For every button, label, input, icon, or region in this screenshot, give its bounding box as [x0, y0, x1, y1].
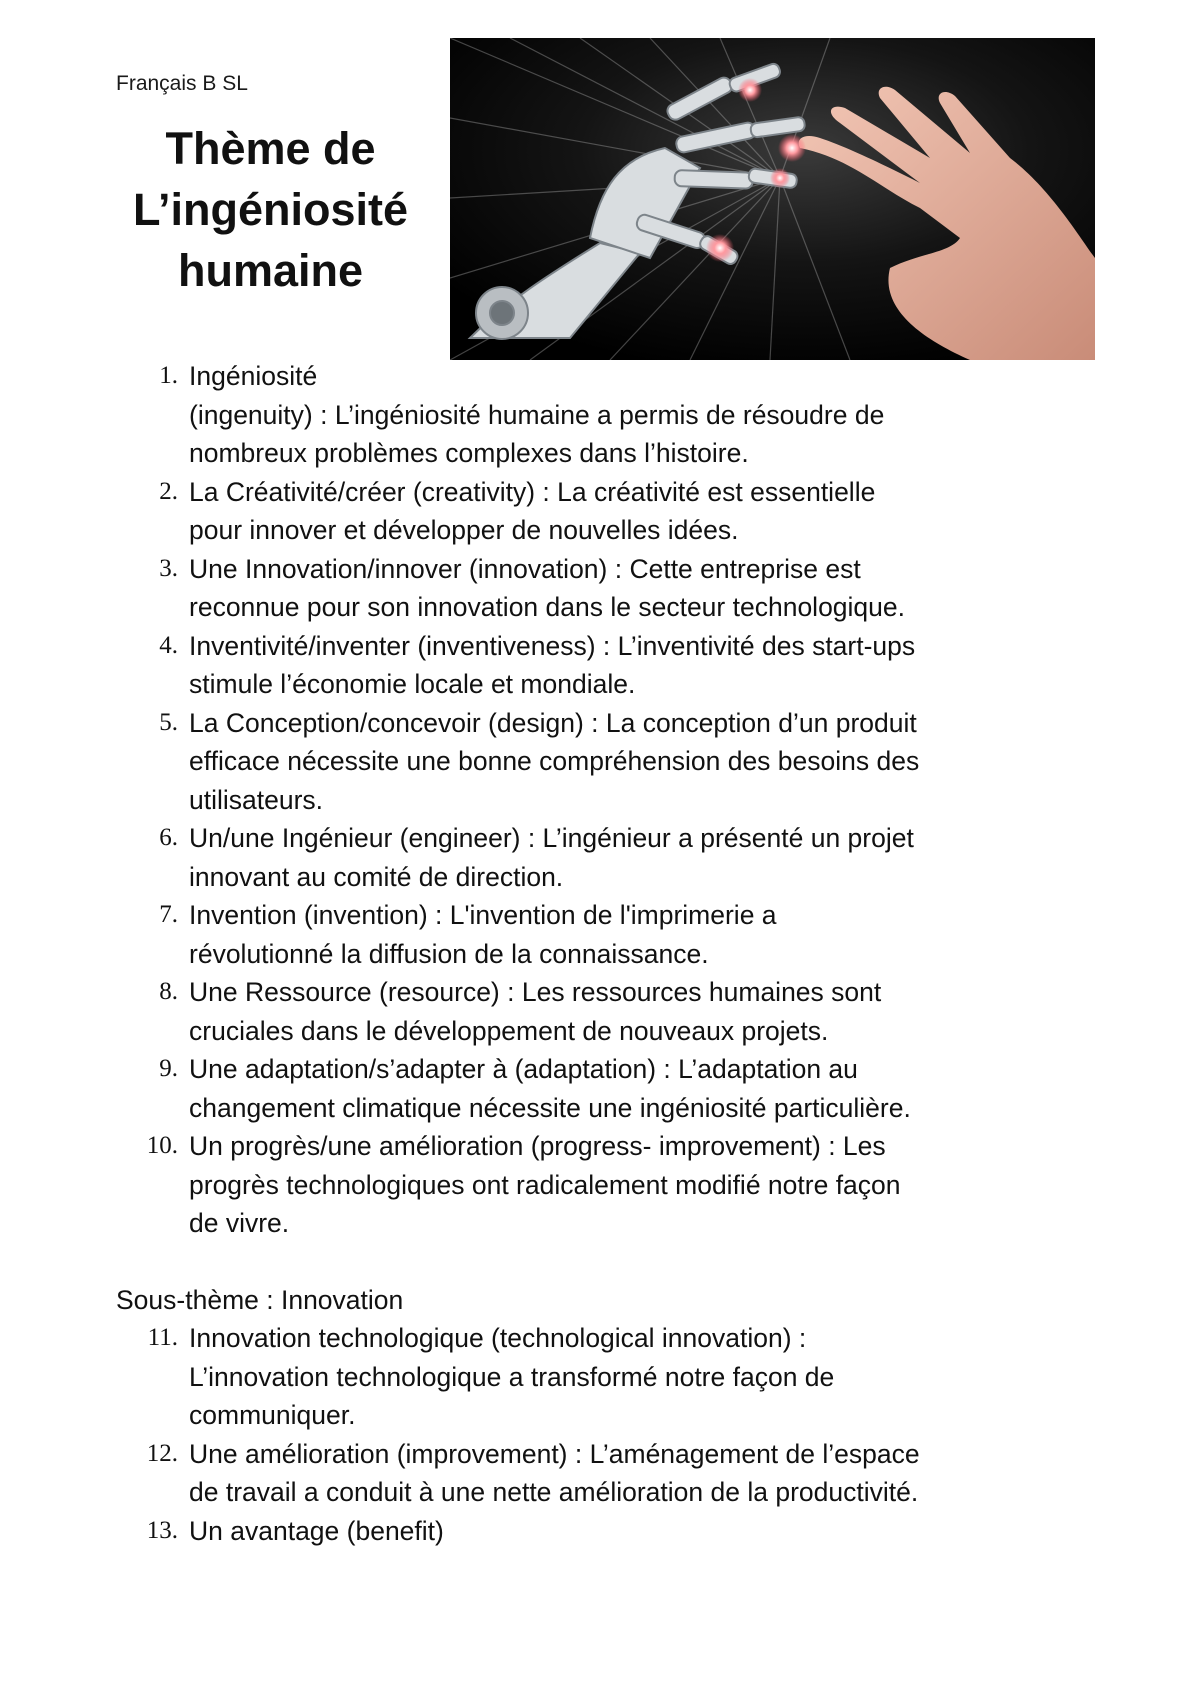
item-line: efficace nécessite une bonne compréhension des besoins des	[189, 746, 920, 776]
item-line: de vivre.	[189, 1208, 290, 1238]
list-item	[116, 1127, 1116, 1243]
item-line: La Créativité/créer (creativity) : La créativité est essentielle	[189, 476, 876, 507]
list-item	[116, 896, 1116, 973]
subtheme-heading: Sous-thème : Innovation	[116, 1284, 404, 1315]
item-line: Un progrès/une amélioration (progress- improvement) : Les	[189, 1131, 886, 1161]
list-item	[116, 1319, 1116, 1435]
item-line: Une amélioration (improvement) : L’aménagement de l’espace	[189, 1438, 920, 1469]
list-item	[116, 550, 1116, 627]
item-number: 8.	[159, 978, 178, 1005]
vocabulary-list	[116, 357, 1116, 1550]
item-number: 1.	[159, 362, 178, 389]
item-line: cruciales dans le développement de nouveaux projets.	[189, 1015, 829, 1046]
course-label: Français B SL	[116, 72, 248, 95]
item-line: révolutionné la diffusion de la connaissance.	[189, 938, 709, 969]
item-number: 11.	[147, 1324, 178, 1351]
list-item	[116, 357, 1116, 473]
title-line: L’ingéniosité	[132, 184, 409, 235]
item-number: 10.	[146, 1132, 178, 1159]
item-line: Innovation technologique (technological innovation) :	[189, 1323, 807, 1353]
item-line: innovant au comité de direction.	[189, 861, 564, 892]
item-line: Une Innovation/innover (innovation) : Cette entreprise est	[189, 553, 861, 584]
item-line: Un/une Ingénieur (engineer) : L’ingénieur a présenté un projet	[189, 823, 914, 853]
list-item	[116, 973, 1116, 1050]
item-line: Une adaptation/s’adapter à (adaptation) : L’adaptation au	[189, 1054, 858, 1084]
list-item	[116, 627, 1116, 704]
item-line: Un avantage (benefit)	[189, 1515, 444, 1546]
item-line: (ingenuity) : L’ingéniosité humaine a permis de résoudre de	[189, 399, 885, 430]
item-line: communiquer.	[189, 1400, 356, 1430]
page-title	[108, 118, 433, 301]
list-item	[116, 819, 1116, 896]
item-line: La Conception/concevoir (design) : La conception d’un produit	[189, 707, 917, 738]
item-number: 12.	[146, 1439, 178, 1467]
item-number: 3.	[159, 554, 178, 582]
item-line: L’innovation technologique a transformé notre façon de	[189, 1361, 835, 1392]
item-number: 5.	[159, 708, 178, 736]
list-item	[116, 1050, 1116, 1127]
list-item	[116, 704, 1116, 820]
item-line: Invention (invention) : L'invention de l'imprimerie a	[189, 900, 777, 930]
list-item	[116, 1435, 1116, 1512]
item-line: nombreux problèmes complexes dans l’histoire.	[189, 438, 749, 468]
item-line: Une Ressource (resource) : Les ressources humaines sont	[189, 977, 882, 1007]
item-line: progrès technologiques ont radicalement modifié notre façon	[189, 1169, 901, 1200]
item-line: reconnue pour son innovation dans le secteur technologique.	[189, 592, 906, 622]
item-line: pour innover et développer de nouvelles idées.	[189, 515, 739, 545]
hero-image	[450, 38, 1095, 360]
item-line: Ingéniosité	[189, 361, 318, 391]
item-line: de travail a conduit à une nette amélioration de la productivité.	[189, 1477, 919, 1507]
item-number: 9.	[159, 1055, 178, 1082]
item-line: changement climatique nécessite une ingéniosité particulière.	[189, 1092, 911, 1123]
item-line: stimule l’économie locale et mondiale.	[189, 669, 636, 699]
item-number: 6.	[159, 824, 178, 851]
item-number: 2.	[159, 477, 178, 505]
list-item	[116, 1512, 1116, 1551]
title-line: humaine	[177, 245, 364, 296]
item-number: 4.	[159, 631, 178, 659]
list-item	[116, 473, 1116, 550]
item-number: 13.	[146, 1516, 178, 1544]
item-line: Inventivité/inventer (inventiveness) : L’inventivité des start-ups	[189, 630, 916, 661]
item-number: 7.	[159, 901, 178, 928]
item-line: utilisateurs.	[189, 784, 324, 815]
title-line: Thème de	[165, 123, 376, 174]
robot-hand-touching-human-hand-icon	[450, 38, 1095, 360]
